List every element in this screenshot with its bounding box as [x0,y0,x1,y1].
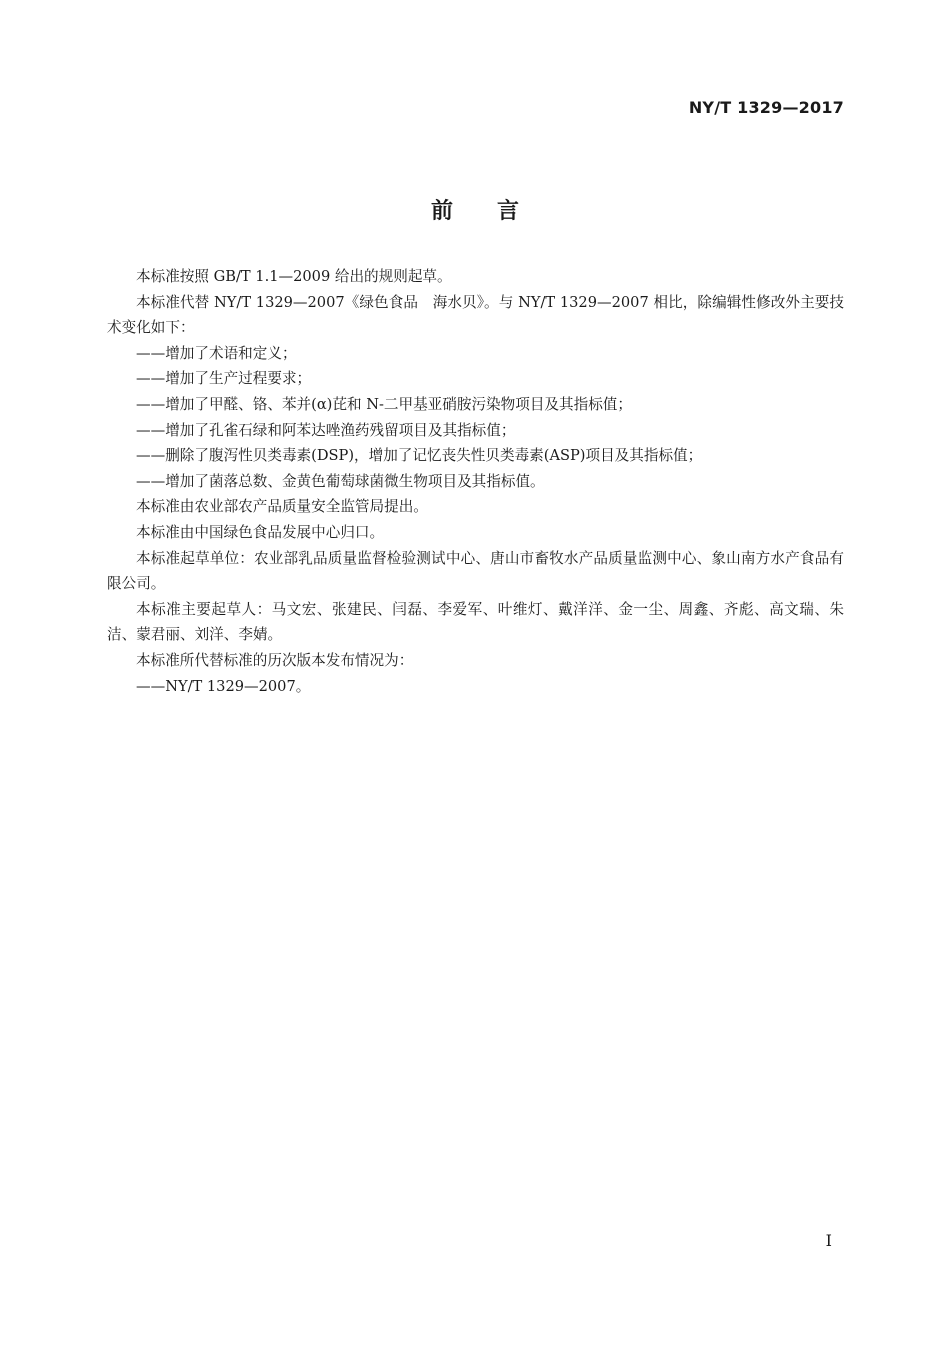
change-item: ——增加了术语和定义； [136,344,297,362]
history-item: ——NY/T 1329—2007。 [136,677,311,695]
paragraph-proposed-by: 本标准由农业部农产品质量安全监管局提出。 [136,498,428,516]
paragraph-drafting-units: 本标准起草单位：农业部乳品质量监督检验测试中心、唐山市畜牧水产品质量监测中心、象山南方水产食品有限公司。 [107,549,844,593]
paragraph-drafting-rules: 本标准按照 GB/T 1.1—2009 给出的规则起草。 [136,268,452,285]
paragraph-centralized-by: 本标准由中国绿色食品发展中心归口。 [136,523,385,541]
change-item: ——增加了生产过程要求； [136,370,312,388]
document-body [107,264,844,699]
page-title: 前言 [430,199,563,224]
change-item: ——增加了菌落总数、金黄色葡萄球菌微生物项目及其指标值。 [136,472,545,490]
paragraph-history-intro: 本标准所代替标准的历次版本发布情况为： [136,651,414,669]
standard-number: NY/T 1329—2017 [688,98,844,117]
change-item: ——增加了甲醛、铬、苯并(α)芘和 N-二甲基亚硝胺污染物项目及其指标值； [136,395,632,413]
change-item: ——增加了孔雀石绿和阿苯达唑渔药残留项目及其指标值； [136,421,516,439]
paragraph-drafters: 本标准主要起草人：马文宏、张建民、闫磊、李爱军、叶维灯、戴洋洋、金一尘、周鑫、齐彪、高文瑞、朱洁、蒙君丽、刘洋、李婧。 [107,600,844,644]
change-item: ——删除了腹泻性贝类毒素(DSP)，增加了记忆丧失性贝类毒素(ASP)项目及其指标值； [136,447,703,465]
paragraph-replaces: 本标准代替 NY/T 1329—2007《绿色食品 海水贝》。与 NY/T 1329—2007 相比，除编辑性修改外主要技术变化如下： [107,293,844,337]
page-number: I [825,1231,832,1250]
